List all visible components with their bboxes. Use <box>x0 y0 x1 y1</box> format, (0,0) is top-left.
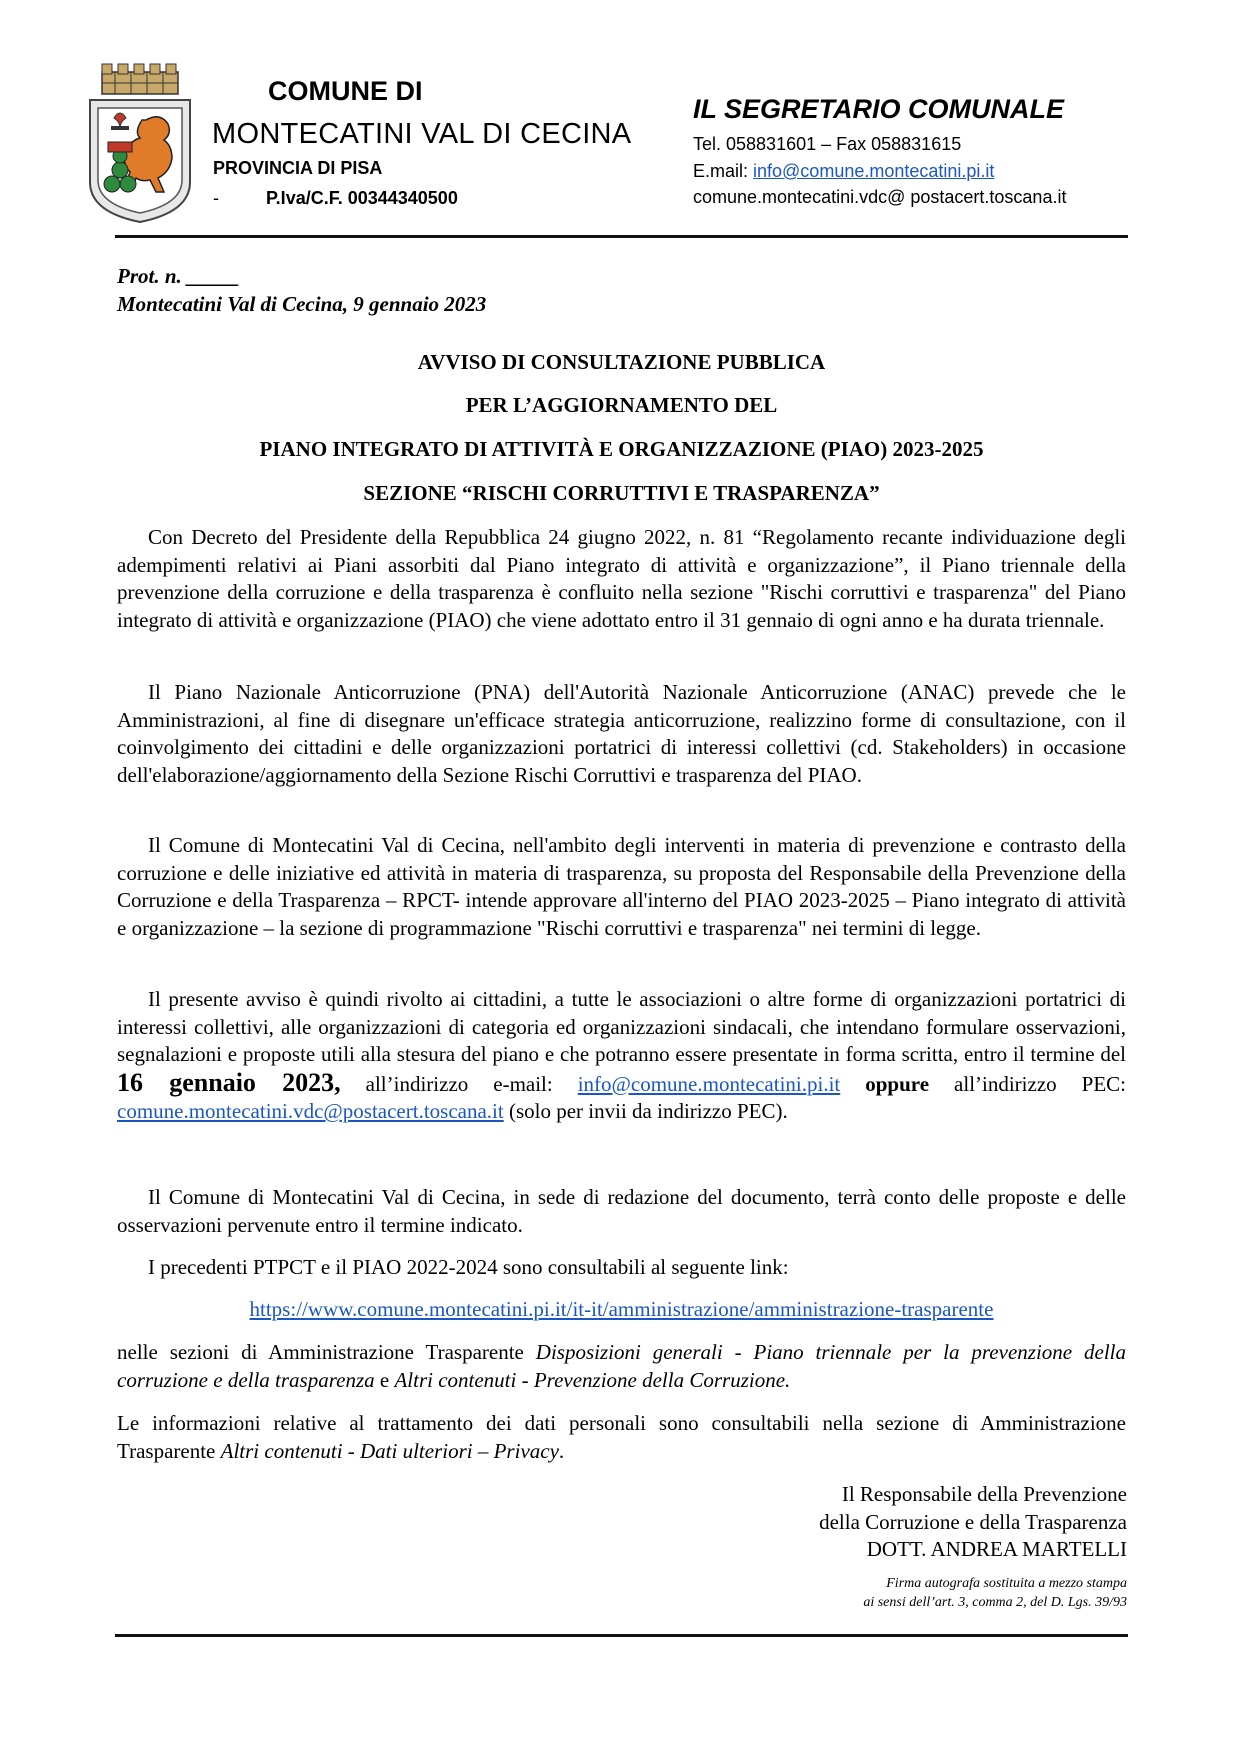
p4-text-a: Il presente avviso è quindi rivolto ai cittadini, a tutte le associazioni o altre forme di organizzazioni portatrici di interessi collettivi, alle organizzazioni di categoria ed organizzazioni sindacali, che intendano formulare osservazioni, segnalazioni e proposte utili alla stesura del piano e che potranno essere presentate in forma scritta, entro il termine del <box>117 987 1126 1066</box>
header-email-link[interactable]: info@comune.montecatini.pi.it <box>753 161 995 181</box>
signature-note-2: ai sensi dell’art. 3, comma 2, del D. Lgs. 39/93 <box>863 1595 1127 1610</box>
office-title: IL SEGRETARIO COMUNALE <box>693 94 1065 124</box>
signature-line-2: della Corruzione e della Trasparenza <box>819 1509 1127 1534</box>
footer-divider <box>115 1634 1128 1637</box>
p8-italic: Altri contenuti - Dati ulteriori – Privacy <box>220 1438 559 1463</box>
signature-line-1: Il Responsabile della Prevenzione <box>841 1482 1127 1506</box>
deadline-date: 16 gennaio 2023, <box>117 1067 341 1097</box>
phone-fax: Tel. 058831601 – Fax 058831615 <box>693 134 962 154</box>
transparency-link[interactable]: https://www.comune.montecatini.pi.it/it-it/amministrazione/amministrazione-trasparente <box>249 1297 994 1321</box>
p7-text-a: nelle sezioni di Amministrazione Trasparente <box>117 1340 536 1364</box>
p7-italic-1: Disposizioni generali - Piano triennale per la prevenzione della corruzione e della trasparenza <box>117 1340 1126 1392</box>
link-line <box>115 1297 1128 1322</box>
paragraph-7 <box>117 1339 1126 1394</box>
p8-text-a: Le informazioni relative al trattamento dei dati personali sono consultabili nella sezione di Amministrazione Trasparente <box>117 1411 1126 1463</box>
paragraph-2: Il Piano Nazionale Anticorruzione (PNA) dell'Autorità Nazionale Anticorruzione (ANAC) prevede che le Amministrazioni, al fine di disegnare un'efficace strategia anticorruzione, realizzino forme di consultazione, con il coinvolgimento dei cittadini e delle organizzazioni portatrici di interessi collettivi (cd. Stakeholders) in occasione dell'elaborazione/aggiornamento della Sezione Rischi Corruttivi e trasparenza del PIAO. <box>117 680 1126 787</box>
paragraph-6: I precedenti PTPCT e il PIAO 2022-2024 sono consultabili al seguente link: <box>148 1255 789 1279</box>
header-divider <box>115 235 1128 238</box>
pec-address: comune.montecatini.vdc@ postacert.toscana.it <box>693 187 1067 207</box>
notice-title-1: AVVISO DI CONSULTAZIONE PUBBLICA <box>417 350 826 374</box>
p7-italic-2: Altri contenuti - Prevenzione della Corruzione. <box>394 1367 791 1392</box>
notice-title-3: PIANO INTEGRATO DI ATTIVITÀ E ORGANIZZAZIONE (PIAO) 2023-2025 <box>259 437 984 461</box>
paragraph-5: Il Comune di Montecatini Val di Cecina, in sede di redazione del documento, terrà conto delle proposte e delle osservazioni pervenute entro il termine indicato. <box>117 1185 1126 1237</box>
notice-title-4: SEZIONE “RISCHI CORRUTTIVI E TRASPARENZA” <box>363 481 880 505</box>
email-label: E.mail: <box>693 161 754 181</box>
p4-text-d: (solo per invii da indirizzo PEC). <box>503 1099 788 1123</box>
signature-name: DOTT. ANDREA MARTELLI <box>866 1537 1127 1561</box>
signature-note <box>863 1574 1127 1612</box>
p4-oppure: oppure <box>840 1071 930 1096</box>
p7-text-b: e <box>374 1367 395 1392</box>
p4-text-b: all’indirizzo e-mail: <box>340 1071 578 1096</box>
email-link[interactable]: info@comune.montecatini.pi.it <box>577 1071 841 1096</box>
email-line <box>693 161 994 182</box>
municipality-label: COMUNE DI <box>268 76 423 106</box>
paragraph-8 <box>117 1410 1126 1465</box>
vat-number: P.Iva/C.F. 00344340500 <box>266 188 458 208</box>
paragraph-4 <box>117 986 1126 1126</box>
notice-title-2: PER L’AGGIORNAMENTO DEL <box>465 393 778 417</box>
vat-dash: - <box>213 188 219 208</box>
city-name: MONTECATINI VAL DI CECINA <box>212 118 632 150</box>
signature-note-1: Firma autografa sostituita a mezzo stampa <box>886 1576 1127 1591</box>
paragraph-3: Il Comune di Montecatini Val di Cecina, nell'ambito degli interventi in materia di prevenzione e contrasto della corruzione e delle iniziative ed attività in materia di trasparenza, su proposta del Responsabile della Prevenzione della Corruzione e della Trasparenza – RPCT- intende approvare all'interno del PIAO 2023-2025 – Piano integrato di attività e organizzazione – la sezione di programmazione "Rischi corruttivi e trasparenza" nei termini di legge. <box>117 833 1126 940</box>
province-name: PROVINCIA DI PISA <box>213 158 383 178</box>
signature-block <box>819 1481 1127 1564</box>
pec-link[interactable]: comune.montecatini.vdc@postacert.toscana.it <box>117 1099 504 1123</box>
p8-text-b: . <box>558 1438 565 1463</box>
place-date: Montecatini Val di Cecina, 9 gennaio 2023 <box>117 292 487 316</box>
protocol-number: Prot. n. _____ <box>117 264 240 288</box>
paragraph-1: Con Decreto del Presidente della Repubblica 24 giugno 2022, n. 81 “Regolamento recante individuazione degli adempimenti relativi ai Piani assorbiti dal Piano integrato di attività e organizzazione”, il Piano triennale della prevenzione della corruzione e della trasparenza è confluito nella sezione "Rischi corruttivi e trasparenza" del Piano integrato di attività e organizzazione (PIAO) che viene adottato entro il 31 gennaio di ogni anno e ha durata triennale. <box>117 525 1126 632</box>
p4-text-c: all’indirizzo PEC: <box>929 1071 1126 1096</box>
